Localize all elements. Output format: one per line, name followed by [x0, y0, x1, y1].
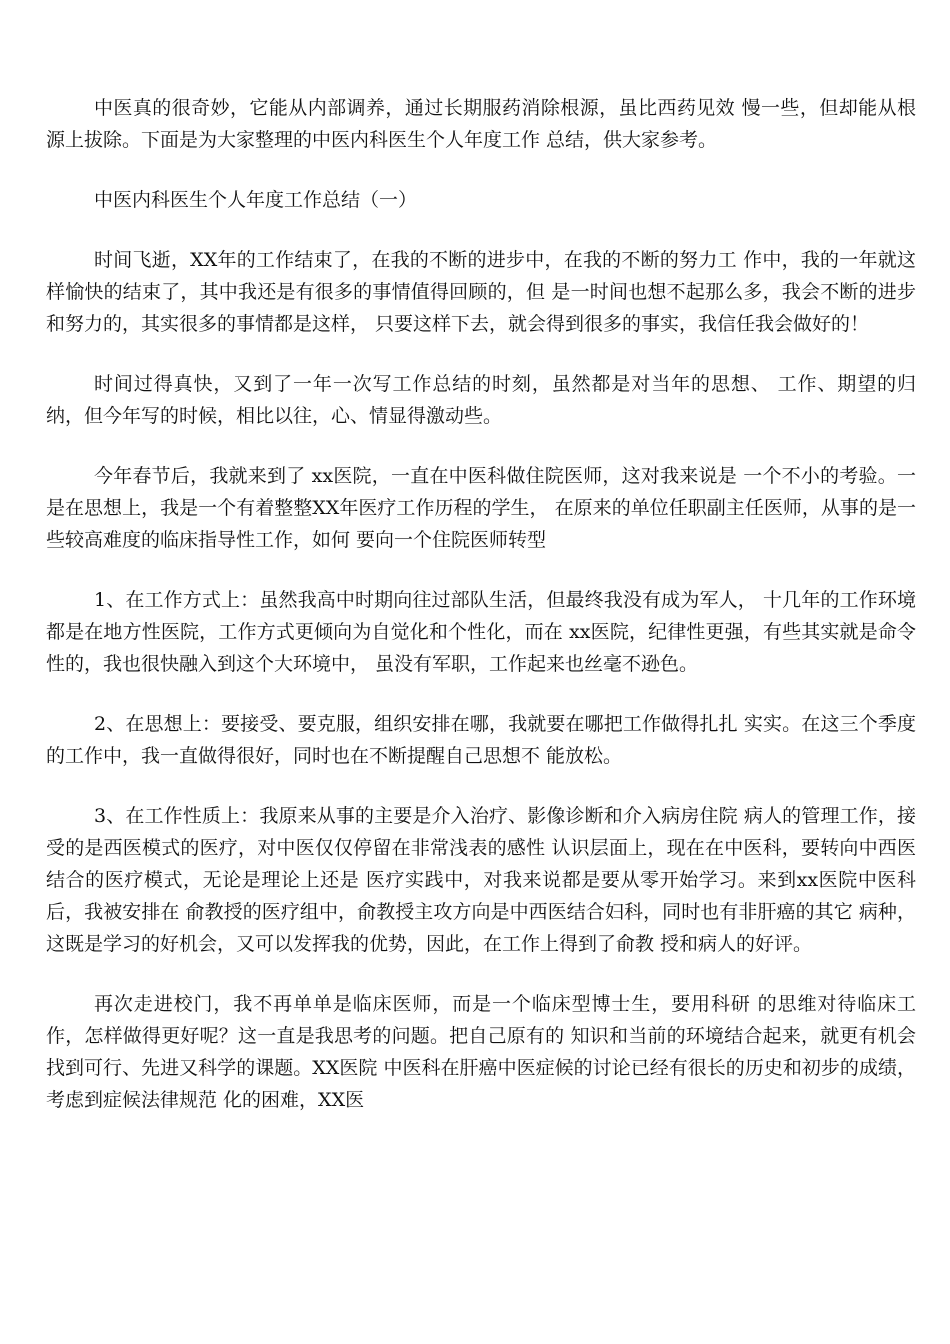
body-paragraph-5: 2、在思想上：要接受、要克服，组织安排在哪，我就要在哪把工作做得扎扎 实实。在这三个季度的工作中，我一直做得很好，同时也在不断提醒自己思想不 能放松。 [46, 713, 916, 767]
intro-paragraph: 中医真的很奇妙，它能从内部调养，通过长期服药消除根源，虽比西药见效 慢一些，但却能从根源上拔除。下面是为大家整理的中医内科医生个人年度工作 总结，供大家参考。 [46, 97, 916, 151]
body-paragraph-6: 3、在工作性质上：我原来从事的主要是介入治疗、影像诊断和介入病房住院 病人的管理工作，接受的是西医模式的医疗，对中医仅仅停留在非常浅表的感性 认识层面上，现在在中医科，要转向中西医结合的医疗模式，无论是理论上还是 医疗实践中，对我来说都是要从零开始学习。来到xx医院中医科后，我被安排在 俞教授的医疗组中，俞教授主攻方向是中西医结合妇科，同时也有非肝癌的其它 病种，这既是学习的好机会，又可以发挥我的优势，因此，在工作上得到了俞教 授和病人的好评。 [46, 805, 916, 955]
body-paragraph-2: 时间过得真快，又到了一年一次写工作总结的时刻，虽然都是对当年的思想、 工作、期望的归纳，但今年写的时候，相比以往，心、情显得激动些。 [46, 373, 916, 427]
body-paragraph-1: 时间飞逝，XX年的工作结束了，在我的不断的进步中，在我的不断的努力工 作中，我的一年就这样愉快的结束了，其中我还是有很多的事情值得回顾的，但 是一时间也想不起那么多，我会不断的进步和努力的，其实很多的事情都是这样， 只要这样下去，就会得到很多的事实，我信任我会做好的！ [46, 249, 916, 335]
section-title: 中医内科医生个人年度工作总结（一） [94, 189, 418, 211]
document-page [46, 92, 916, 1144]
body-paragraph-4: 1、在工作方式上：虽然我高中时期向往过部队生活，但最终我没有成为军人， 十几年的工作环境都是在地方性医院，工作方式更倾向为自觉化和个性化，而在 xx医院，纪律性更强，有些其实就是命令性的，我也很快融入到这个大环境中， 虽没有军职，工作起来也丝毫不逊色。 [46, 589, 916, 675]
body-paragraph-3: 今年春节后，我就来到了 xx医院，一直在中医科做住院医师，这对我来说是 一个不小的考验。一是在思想上，我是一个有着整整XX年医疗工作历程的学生， 在原来的单位任职副主任医师，从事的是一些较高难度的临床指导性工作，如何 要向一个住院医师转型 [46, 465, 916, 551]
body-paragraph-7: 再次走进校门，我不再单单是临床医师，而是一个临床型博士生，要用科研 的思维对待临床工作，怎样做得更好呢？这一直是我思考的问题。把自己原有的 知识和当前的环境结合起来，就更有机会找到可行、先进又科学的课题。XX医院 中医科在肝癌中医症候的讨论已经有很长的历史和初步的成绩，考虑到症候法律规范 化的困难，XX医 [46, 993, 916, 1111]
